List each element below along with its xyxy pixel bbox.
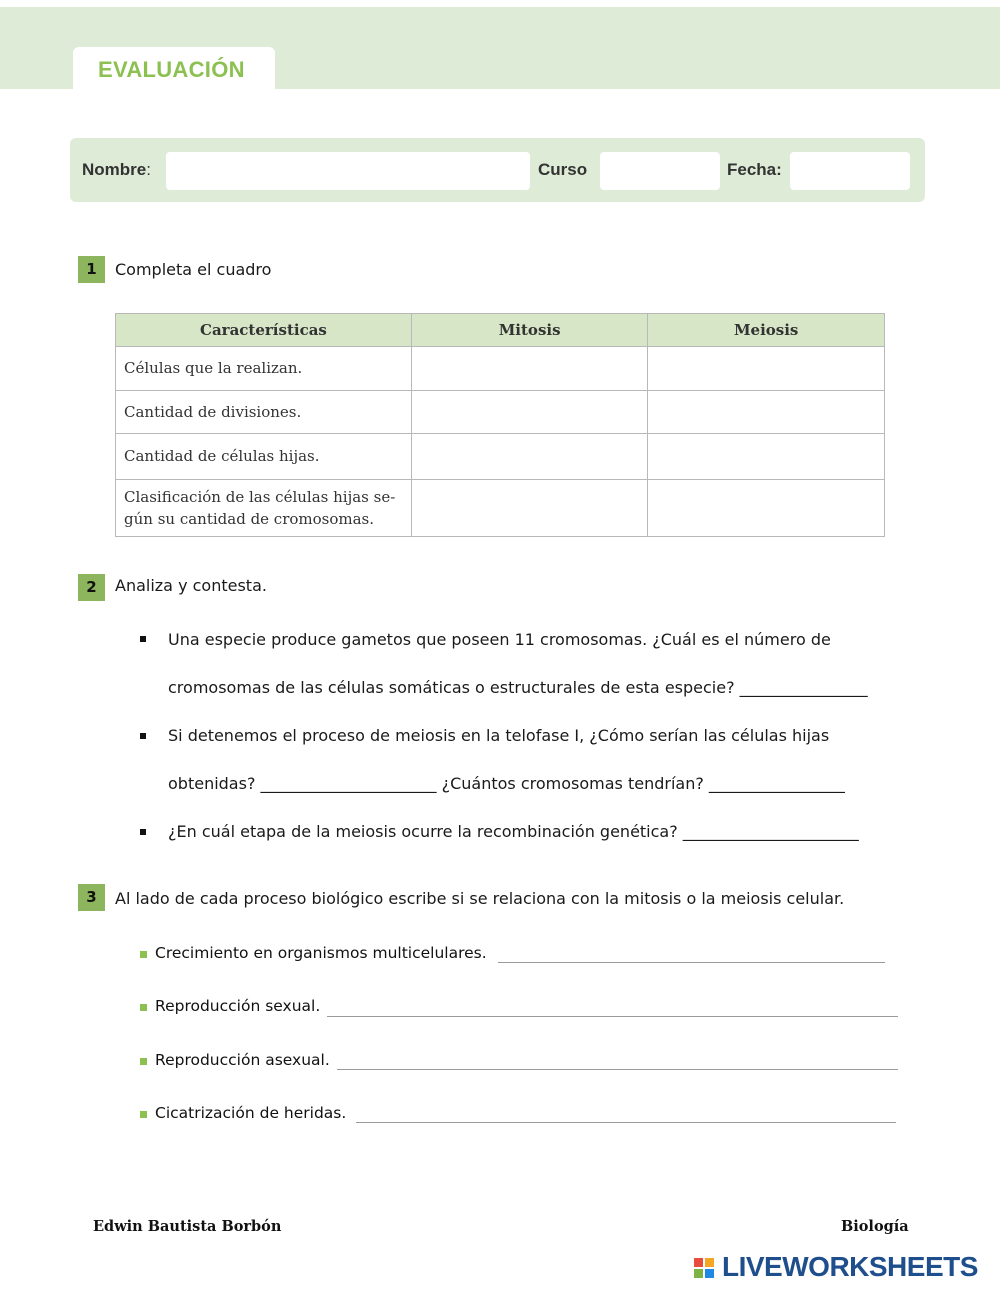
logo-text: LIVEWORKSHEETS [722, 1251, 978, 1282]
comparison-table [115, 313, 885, 537]
date-label: Fecha: [727, 160, 782, 179]
process-item: Cicatrización de heridas. [155, 1104, 347, 1122]
table-header-row [116, 314, 885, 347]
process-item: Crecimiento en organismos multicelulares. [155, 944, 487, 962]
answer-line[interactable] [337, 1069, 898, 1070]
row-label: Cantidad de células hijas. [116, 434, 412, 480]
mitosis-answer-cell[interactable] [411, 347, 647, 391]
answer-line[interactable] [356, 1122, 896, 1123]
question-2-title: Analiza y contesta. [115, 576, 267, 595]
bullet-icon [140, 636, 146, 642]
header-meiosis: Meiosis [648, 314, 885, 347]
question-2b-line-1: Si detenemos el proceso de meiosis en la telofase I, ¿Cómo serían las células hijas [168, 726, 830, 745]
row-label: Células que la realizan. [116, 347, 412, 391]
logo-square-icon [705, 1269, 714, 1278]
row-label: Cantidad de divisiones. [116, 391, 412, 434]
logo-square-icon [705, 1258, 714, 1267]
process-item: Reproducción asexual. [155, 1051, 330, 1069]
evaluation-title: EVALUACIÓN [98, 57, 245, 82]
question-2a-line-2: cromosomas de las células somáticas o estructurales de esta especie? ________________ [168, 678, 868, 697]
bullet-icon [140, 829, 146, 835]
question-2c-line: ¿En cuál etapa de la meiosis ocurre la recombinación genética? ______________________ [168, 822, 859, 841]
author-name: Edwin Bautista Borbón [93, 1218, 282, 1235]
logo-square-icon [694, 1269, 703, 1278]
header-mitosis: Mitosis [411, 314, 647, 347]
header-characteristics: Características [116, 314, 412, 347]
green-bullet-icon [140, 1004, 147, 1011]
subject-name: Biología [841, 1218, 909, 1235]
table-row [116, 347, 885, 391]
name-input[interactable] [166, 152, 530, 190]
table-row [116, 391, 885, 434]
row-label: Clasificación de las células hijas se- gún su cantidad de cromosomas. [116, 480, 412, 537]
question-3-number: 3 [78, 884, 105, 911]
date-input[interactable] [790, 152, 910, 190]
table-row [116, 480, 885, 537]
question-2-number: 2 [78, 574, 105, 601]
question-3-title: Al lado de cada proceso biológico escribe si se relaciona con la mitosis o la meiosis celular. [115, 889, 845, 908]
meiosis-answer-cell[interactable] [648, 434, 885, 480]
question-1-title: Completa el cuadro [115, 260, 272, 279]
logo-square-icon [694, 1258, 703, 1267]
green-bullet-icon [140, 951, 147, 958]
name-label: Nombre: [82, 160, 151, 179]
answer-line[interactable] [498, 962, 885, 963]
question-2b-line-2: obtenidas? ______________________ ¿Cuántos cromosomas tendrían? _________________ [168, 774, 845, 793]
course-input[interactable] [600, 152, 720, 190]
meiosis-answer-cell[interactable] [648, 347, 885, 391]
mitosis-answer-cell[interactable] [411, 480, 647, 537]
question-2a-line-1: Una especie produce gametos que poseen 11 cromosomas. ¿Cuál es el número de [168, 630, 831, 649]
mitosis-answer-cell[interactable] [411, 391, 647, 434]
course-label: Curso [538, 160, 588, 179]
evaluation-tab [73, 47, 275, 93]
question-1-number: 1 [78, 256, 105, 283]
green-bullet-icon [140, 1058, 147, 1065]
mitosis-answer-cell[interactable] [411, 434, 647, 480]
process-item: Reproducción sexual. [155, 997, 321, 1015]
meiosis-answer-cell[interactable] [648, 480, 885, 537]
meiosis-answer-cell[interactable] [648, 391, 885, 434]
table-row [116, 434, 885, 480]
answer-line[interactable] [327, 1016, 898, 1017]
green-bullet-icon [140, 1111, 147, 1118]
bullet-icon [140, 733, 146, 739]
